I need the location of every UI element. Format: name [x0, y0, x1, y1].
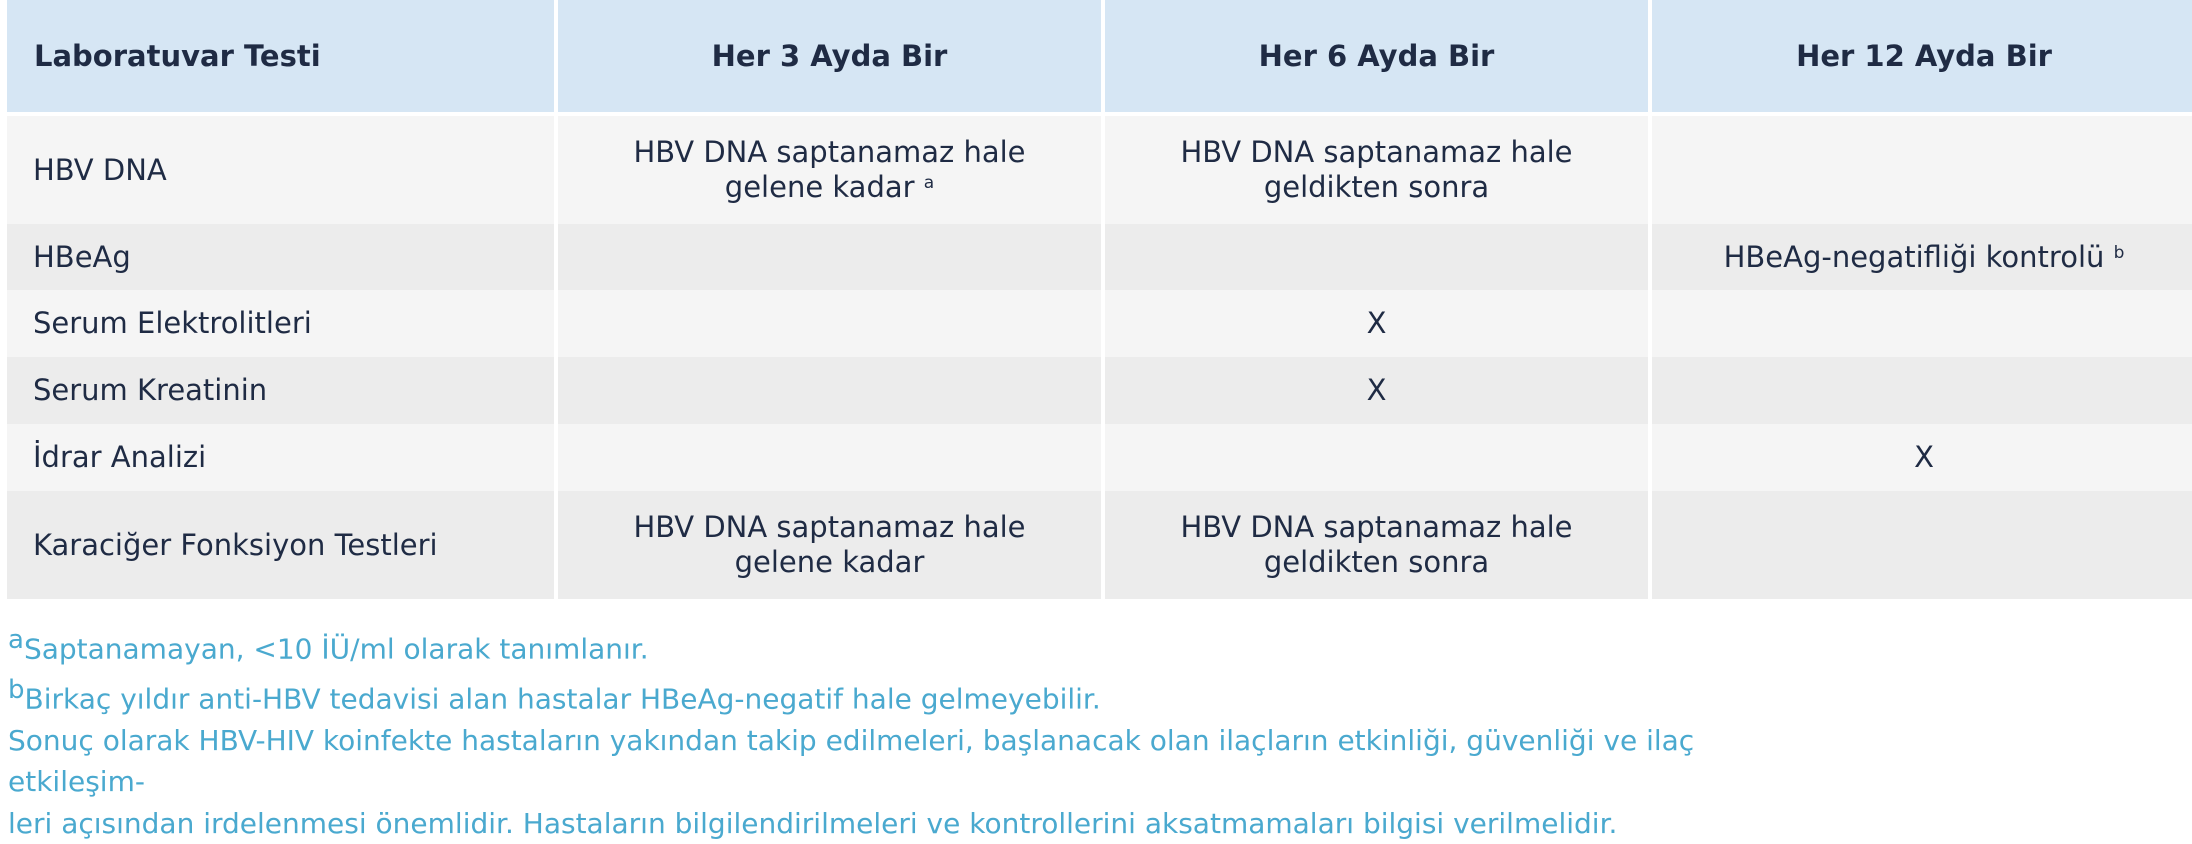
cell-test-name: Karaciğer Fonksiyon Testleri [7, 491, 554, 599]
cell-text: gelene kadar [724, 170, 915, 204]
header-lab-test: Laboratuvar Testi [7, 0, 554, 116]
header-every-12-months: Her 12 Ayda Bir [1652, 0, 2192, 116]
cell-test-name: HBV DNA [7, 116, 554, 224]
cell-text: gelene kadar [734, 545, 925, 579]
cell-12-months [1652, 491, 2192, 599]
cell-3-months [558, 224, 1101, 290]
cell-3-months [558, 424, 1101, 491]
cell-6-months: X [1105, 290, 1648, 357]
footnote-b-marker: b [2113, 242, 2125, 263]
cell-text: HBV DNA saptanamaz hale [633, 135, 1026, 169]
cell-12-months: X [1652, 424, 2192, 491]
cell-text: HBV DNA saptanamaz hale [1180, 135, 1573, 169]
cell-3-months [558, 491, 1101, 599]
cell-test-name: Serum Elektrolitleri [7, 290, 554, 357]
cell-3-months [558, 357, 1101, 424]
cell-3-months [558, 116, 1101, 224]
cell-text: geldikten sonra [1263, 545, 1490, 579]
conclusion-line-2: leri açısından irdelenmesi önemlidir. Hastaların bilgilendirilmeleri ve kontrollerini aksatmamaları bilgisi verilmelidir. [8, 806, 1618, 840]
table-row-karaciger-fonksiyon [7, 491, 2192, 599]
cell-3-months [558, 290, 1101, 357]
cell-6-months: X [1105, 357, 1648, 424]
table-row-hbv-dna [7, 116, 2192, 224]
conclusion-line-1: Sonuç olarak HBV-HIV koinfekte hastaların yakından takip edilmeleri, başlanacak olan ilaçların etkinliği, güvenliği ve ilaç etkileşim- [8, 723, 1695, 799]
footnote-b-text: Birkaç yıldır anti-HBV tedavisi alan hastalar HBeAg-negatif hale gelmeyebilir. [24, 682, 1101, 716]
table-row-hbeag [7, 224, 2192, 290]
cell-6-months [1105, 224, 1648, 290]
table-header-row [7, 0, 2192, 116]
cell-test-name: İdrar Analizi [7, 424, 554, 491]
footnote-a-mark: a [8, 625, 24, 655]
cell-text: HBV DNA saptanamaz hale [633, 510, 1026, 544]
cell-12-months [1652, 290, 2192, 357]
cell-6-months [1105, 491, 1648, 599]
footnote-b [8, 670, 1728, 720]
cell-12-months [1652, 357, 2192, 424]
footnote-a [8, 620, 1728, 670]
header-every-3-months: Her 3 Ayda Bir [558, 0, 1101, 116]
header-every-6-months: Her 6 Ayda Bir [1105, 0, 1648, 116]
cell-6-months [1105, 424, 1648, 491]
cell-6-months [1105, 116, 1648, 224]
footnote-b-mark: b [8, 674, 25, 705]
cell-text: geldikten sonra [1263, 170, 1490, 204]
cell-12-months [1652, 116, 2192, 224]
footnote-a-text: Saptanamayan, <10 İÜ/ml olarak tanımlanır. [23, 632, 649, 666]
footnote-a-marker: a [923, 173, 935, 193]
table-row-serum-kreatinin [7, 357, 2192, 424]
cell-text: HBeAg-negatifliği kontrolü [1723, 239, 2105, 274]
table-row-idrar-analizi [7, 424, 2192, 491]
cell-text: HBV DNA saptanamaz hale [1180, 510, 1573, 544]
lab-test-schedule-table [3, 0, 2192, 599]
table-row-serum-elektrolitleri [7, 290, 2192, 357]
cell-test-name: HBeAg [7, 224, 554, 290]
footnotes [8, 620, 1728, 844]
cell-test-name: Serum Kreatinin [7, 357, 554, 424]
cell-12-months [1652, 224, 2192, 290]
